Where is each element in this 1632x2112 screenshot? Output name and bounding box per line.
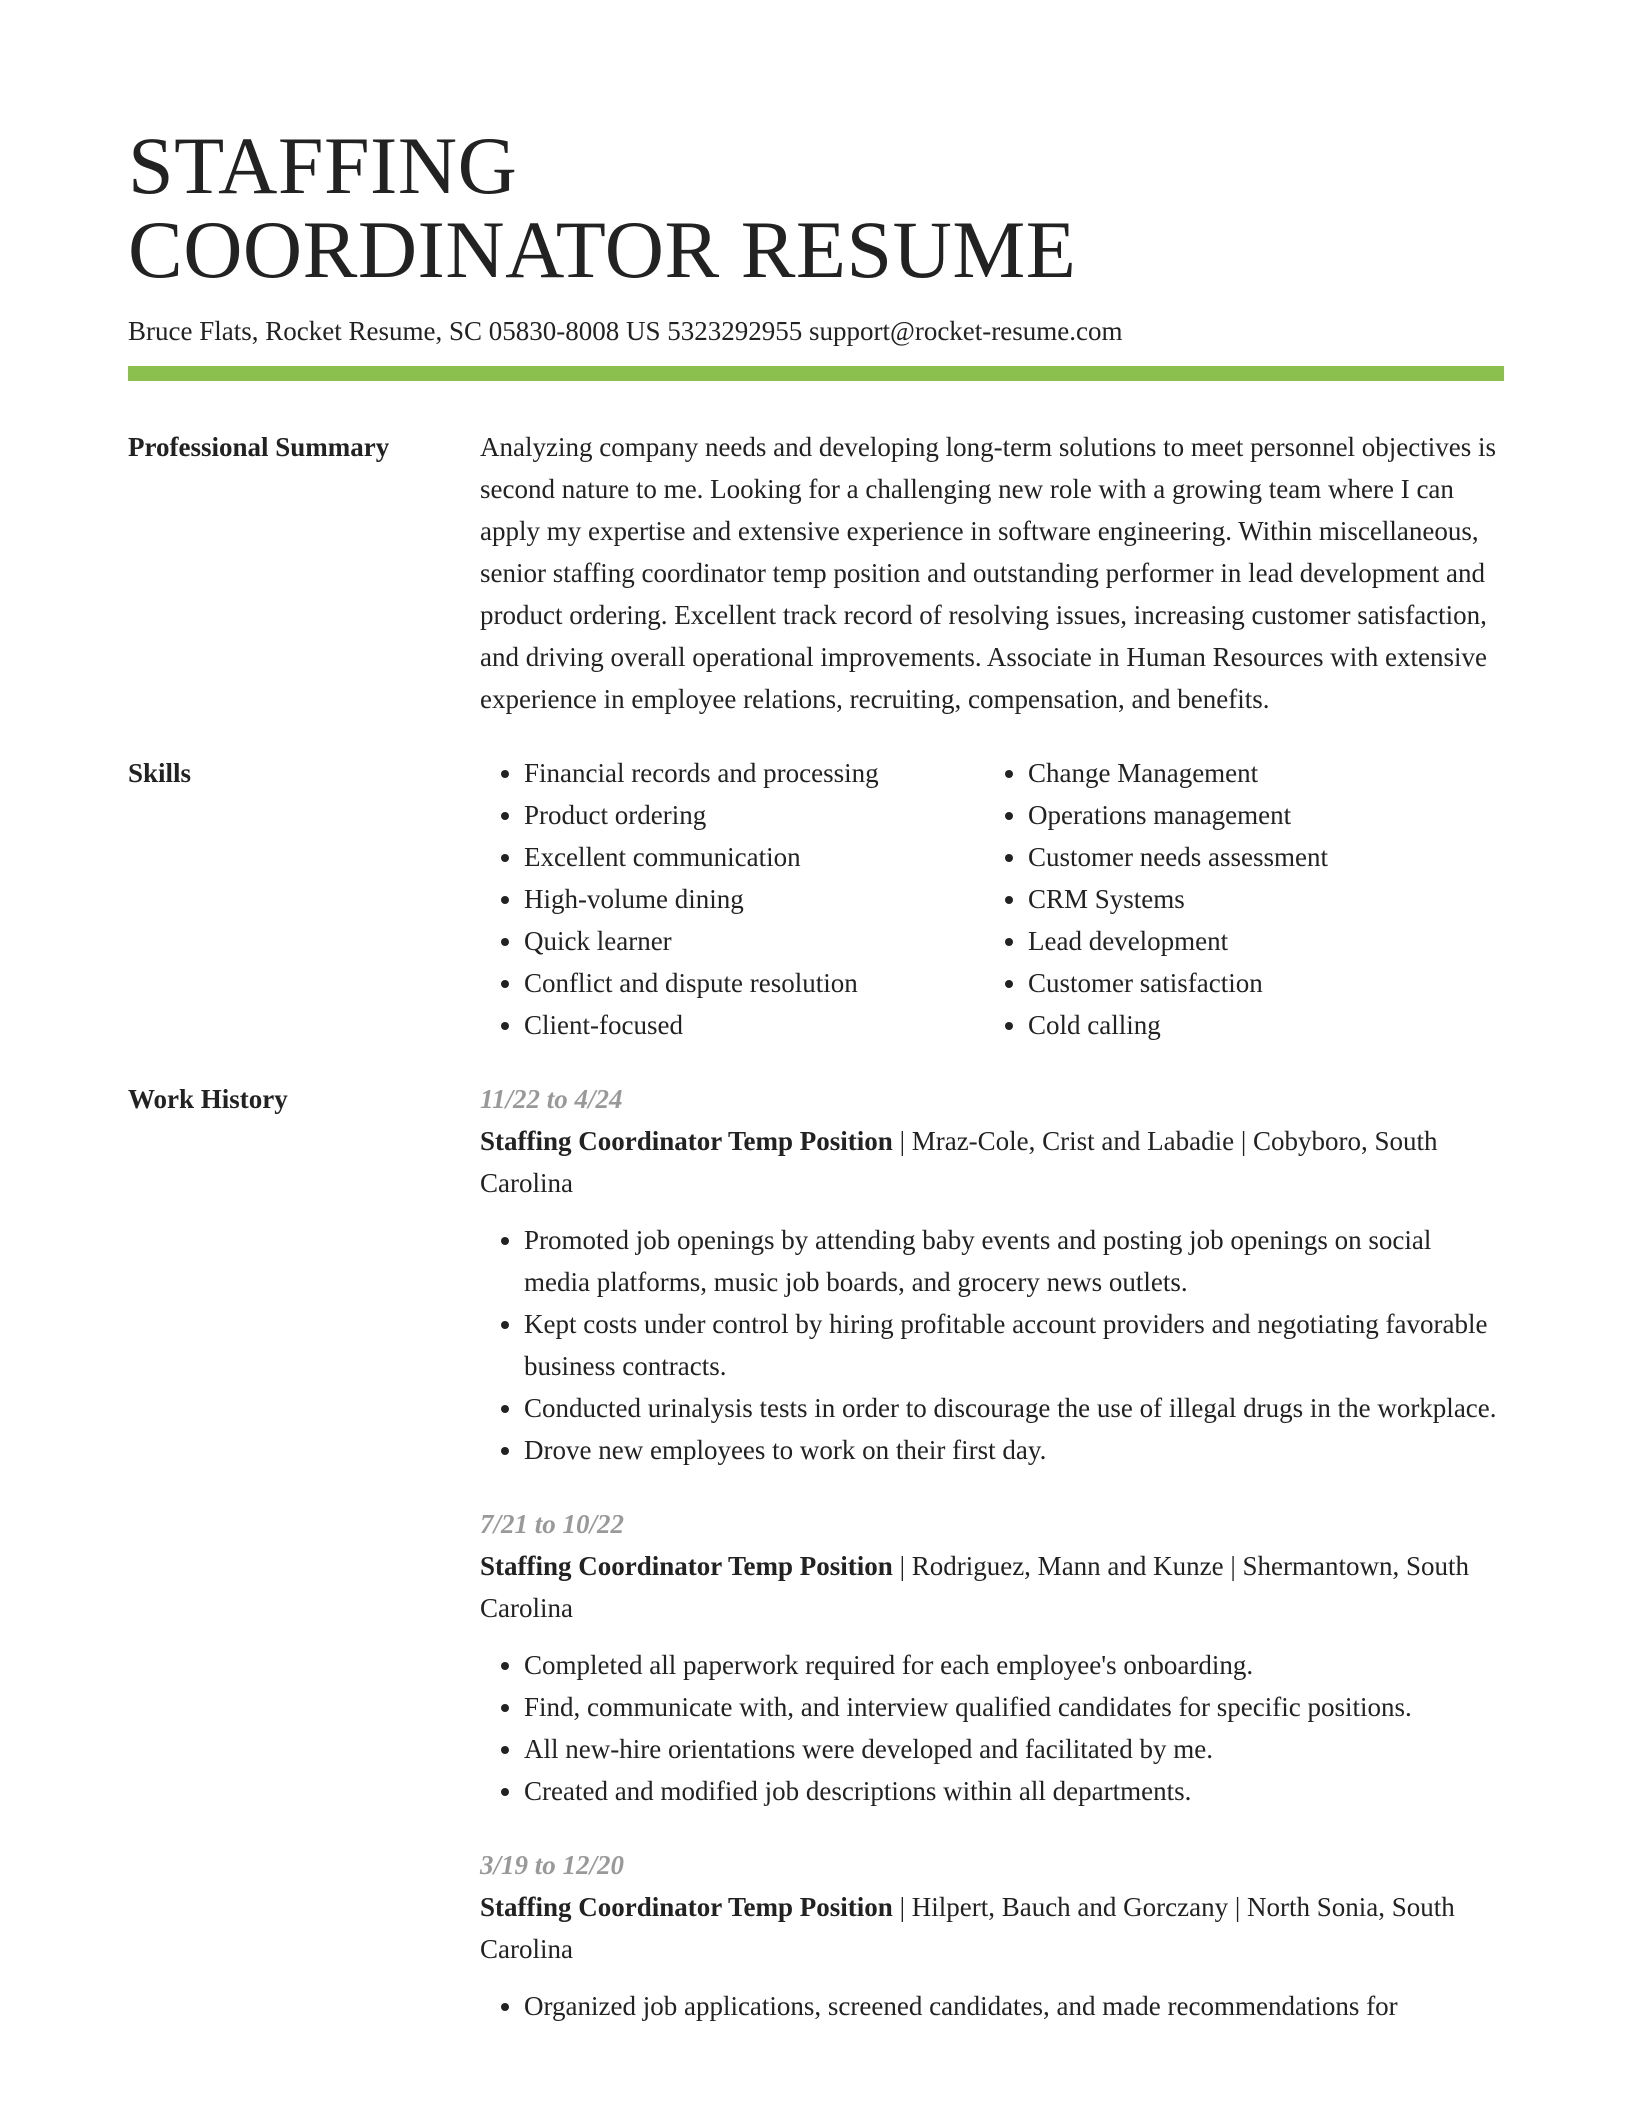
accent-divider — [128, 366, 1504, 381]
job-company-location: | Mraz-Cole, Crist and Labadie | Cobyboro, South Carolina — [480, 1126, 1438, 1198]
skill-item: • Excellent communication — [524, 836, 984, 878]
job-heading — [480, 1545, 1504, 1629]
job-title: Staffing Coordinator Temp Position — [480, 1126, 893, 1156]
job-bullets — [480, 1644, 1504, 1812]
job-bullet: • Promoted job openings by attending baby events and posting job openings on social media platforms, music job boards, and grocery news outlets. — [524, 1219, 1504, 1303]
skill-item: • Product ordering — [524, 794, 984, 836]
skill-item: • Client-focused — [524, 1004, 984, 1046]
job-bullet: • Created and modified job descriptions within all departments. — [524, 1770, 1504, 1812]
skill-item: • Conflict and dispute resolution — [524, 962, 984, 1004]
job-bullet: • All new-hire orientations were developed and facilitated by me. — [524, 1728, 1504, 1770]
job-bullets — [480, 1219, 1504, 1471]
job-heading — [480, 1120, 1504, 1204]
job-bullet: • Drove new employees to work on their first day. — [524, 1429, 1504, 1471]
resume-title — [128, 0, 1504, 295]
skills-label: Skills — [128, 758, 192, 788]
contact-info: Bruce Flats, Rocket Resume, SC 05830-8008 US 5323292955 support@rocket-resume.com — [128, 316, 1123, 346]
skill-item: • Financial records and processing — [524, 752, 984, 794]
job-dates: 11/22 to 4/24 — [480, 1084, 623, 1114]
skill-item: • High-volume dining — [524, 878, 984, 920]
resume-page — [128, 0, 1504, 2059]
summary-body — [480, 426, 1504, 720]
job-company-location: | Hilpert, Bauch and Gorczany | North Sonia, South Carolina — [480, 1892, 1455, 1964]
job-bullet: • Completed all paperwork required for each employee's onboarding. — [524, 1644, 1504, 1686]
summary-label: Professional Summary — [128, 432, 390, 462]
job-heading — [480, 1886, 1504, 1970]
skill-item: • Lead development — [1028, 920, 1488, 962]
job-entry — [480, 1078, 1504, 1471]
job-bullets — [480, 1985, 1504, 2027]
skills-body — [480, 752, 1504, 1046]
title-line-1: STAFFING — [128, 120, 518, 211]
job-title: Staffing Coordinator Temp Position — [480, 1892, 893, 1922]
work-history-section — [128, 1078, 1504, 2059]
skill-item: • CRM Systems — [1028, 878, 1488, 920]
skills-section — [128, 752, 1504, 1046]
job-bullet: • Conducted urinalysis tests in order to discourage the use of illegal drugs in the workplace. — [524, 1387, 1504, 1429]
job-bullet: • Find, communicate with, and interview qualified candidates for specific positions. — [524, 1686, 1504, 1728]
skill-item: • Quick learner — [524, 920, 984, 962]
job-dates: 7/21 to 10/22 — [480, 1509, 625, 1539]
job-dates: 3/19 to 12/20 — [480, 1850, 625, 1880]
job-company-location: | Rodriguez, Mann and Kunze | Shermantown, South Carolina — [480, 1551, 1470, 1623]
summary-section — [128, 426, 1504, 720]
summary-text: Analyzing company needs and developing long-term solutions to meet personnel objectives is second nature to me. Looking for a challenging new role with a growing team where I can apply my expertise and extensive experience in software engineering. Within miscellaneous, senior staffing coordinator temp position and outstanding performer in lead development and product ordering. Excellent track record of resolving issues, increasing customer satisfaction, and driving overall operational improvements. Associate in Human Resources with extensive experience in employee relations, recruiting, compensation, and benefits. — [480, 432, 1497, 714]
skill-item: • Operations management — [1028, 794, 1488, 836]
job-title: Staffing Coordinator Temp Position — [480, 1551, 893, 1581]
work-history-body — [480, 1078, 1504, 2059]
title-line-2: COORDINATOR RESUME — [128, 204, 1077, 295]
skill-item: • Cold calling — [1028, 1004, 1488, 1046]
skills-list-right — [984, 752, 1488, 1046]
work-history-label: Work History — [128, 1084, 288, 1114]
skills-list-left — [480, 752, 984, 1046]
job-bullet: • Organized job applications, screened candidates, and made recommendations for — [524, 1985, 1504, 2027]
job-entry — [480, 1844, 1504, 2027]
skill-item: • Customer needs assessment — [1028, 836, 1488, 878]
skill-item: • Change Management — [1028, 752, 1488, 794]
job-bullet: • Kept costs under control by hiring profitable account providers and negotiating favorable business contracts. — [524, 1303, 1504, 1387]
job-entry — [480, 1503, 1504, 1812]
skill-item: • Customer satisfaction — [1028, 962, 1488, 1004]
